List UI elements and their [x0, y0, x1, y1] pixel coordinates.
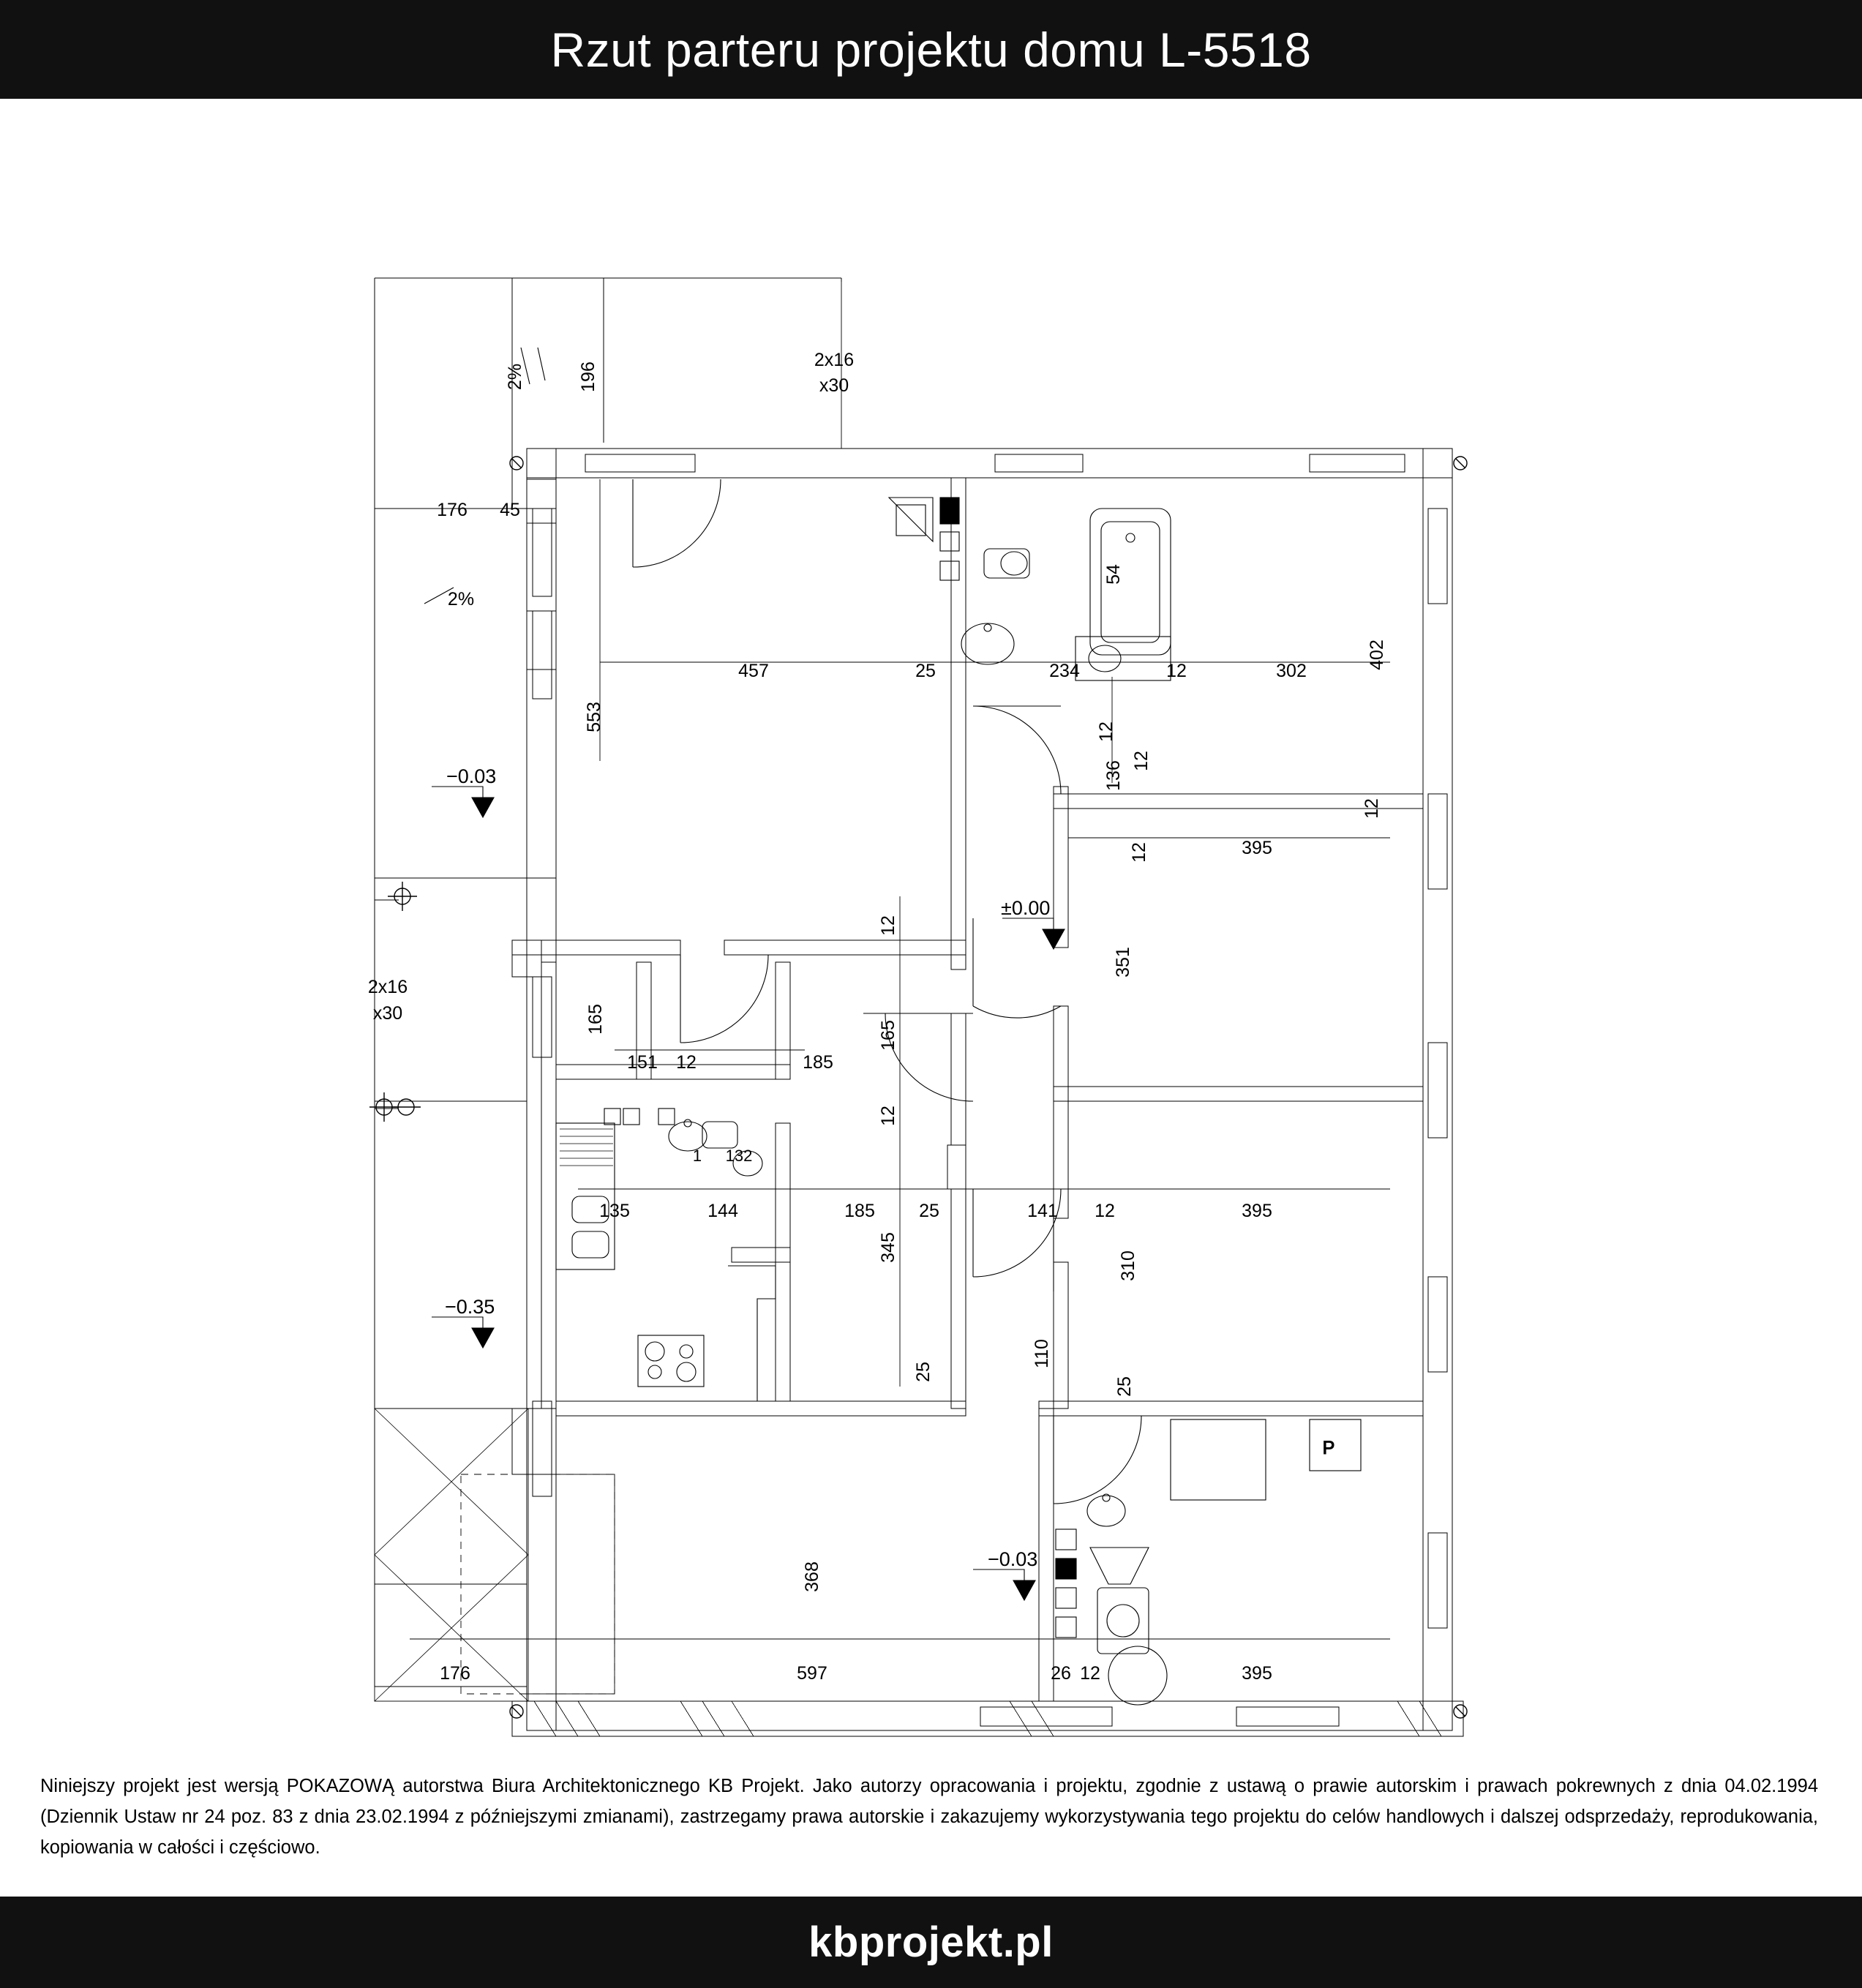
svg-text:136: 136 [1103, 760, 1124, 791]
copyright-disclaimer: Niniejszy projekt jest wersją POKAZOWĄ autorstwa Biura Architektonicznego KB Projekt. Jako autorzy opracowania i projektu, zgodnie z ustawą o prawie autorskim i prawach pokrewnych z dnia 04.02.1994 (Dziennik Ustaw nr 24 poz. 83 z dnia 23.02.1994 z późniejszymi zmianami), zastrzegamy prawa autorskie i zakazujemy wykorzystywania tego projektu do celów handlowych i dalszej odsprzedaży, reprodukowania, kopiowania w całości i częściowo. [40, 1776, 1818, 1858]
svg-text:12: 12 [1080, 1663, 1100, 1684]
svg-text:141: 141 [1027, 1201, 1058, 1221]
svg-text:12: 12 [1095, 1201, 1115, 1221]
svg-text:1: 1 [692, 1147, 702, 1165]
svg-text:310: 310 [1118, 1250, 1138, 1281]
svg-text:196: 196 [578, 361, 598, 392]
svg-text:185: 185 [803, 1052, 833, 1073]
svg-text:x30: x30 [819, 375, 849, 396]
svg-text:110: 110 [1032, 1339, 1052, 1368]
svg-text:395: 395 [1242, 1201, 1272, 1221]
svg-text:±0.00: ±0.00 [1001, 897, 1051, 919]
svg-text:132: 132 [725, 1147, 753, 1165]
svg-text:553: 553 [584, 702, 604, 732]
svg-text:185: 185 [844, 1201, 875, 1221]
svg-text:165: 165 [878, 1020, 898, 1051]
svg-text:x30: x30 [372, 1003, 403, 1024]
svg-text:144: 144 [707, 1201, 738, 1221]
svg-text:402: 402 [1367, 639, 1387, 670]
svg-text:395: 395 [1242, 1663, 1272, 1684]
svg-text:12: 12 [1131, 751, 1152, 771]
svg-text:135: 135 [599, 1201, 630, 1221]
svg-text:12: 12 [676, 1052, 697, 1073]
header-bar [0, 0, 1862, 99]
svg-text:−0.03: −0.03 [446, 765, 497, 787]
footer-bar [0, 1897, 1862, 1988]
svg-text:25: 25 [913, 1362, 934, 1382]
svg-text:151: 151 [627, 1052, 658, 1073]
svg-text:P: P [1322, 1438, 1335, 1458]
svg-text:2%: 2% [447, 589, 475, 609]
svg-text:457: 457 [738, 661, 769, 681]
svg-text:2%: 2% [505, 363, 525, 391]
floor-plan-drawing [0, 99, 1862, 1767]
svg-text:345: 345 [878, 1232, 898, 1263]
svg-text:12: 12 [878, 1106, 898, 1126]
svg-text:176: 176 [437, 500, 468, 520]
svg-text:165: 165 [585, 1004, 606, 1035]
svg-text:302: 302 [1276, 661, 1307, 681]
svg-text:25: 25 [919, 1201, 939, 1221]
site-logo[interactable]: kbprojekt.pl [808, 1918, 1054, 1966]
svg-text:−0.35: −0.35 [445, 1296, 495, 1318]
svg-text:12: 12 [1096, 721, 1116, 742]
svg-text:395: 395 [1242, 838, 1272, 858]
svg-text:351: 351 [1113, 947, 1133, 978]
svg-text:26: 26 [1051, 1663, 1071, 1684]
svg-text:2x16: 2x16 [814, 350, 855, 370]
svg-text:12: 12 [878, 915, 898, 936]
svg-text:2x16: 2x16 [367, 977, 408, 997]
svg-text:54: 54 [1103, 564, 1124, 585]
svg-text:597: 597 [797, 1663, 827, 1684]
svg-text:12: 12 [1362, 798, 1382, 819]
svg-text:12: 12 [1129, 842, 1149, 863]
svg-text:368: 368 [802, 1561, 822, 1592]
svg-text:−0.03: −0.03 [988, 1548, 1038, 1570]
svg-text:234: 234 [1049, 661, 1080, 681]
svg-text:45: 45 [500, 500, 520, 520]
svg-text:176: 176 [440, 1663, 470, 1684]
svg-text:25: 25 [1114, 1376, 1135, 1397]
svg-text:12: 12 [1166, 661, 1187, 681]
svg-text:25: 25 [915, 661, 936, 681]
page-title: Rzut parteru projektu domu L-5518 [550, 22, 1312, 77]
